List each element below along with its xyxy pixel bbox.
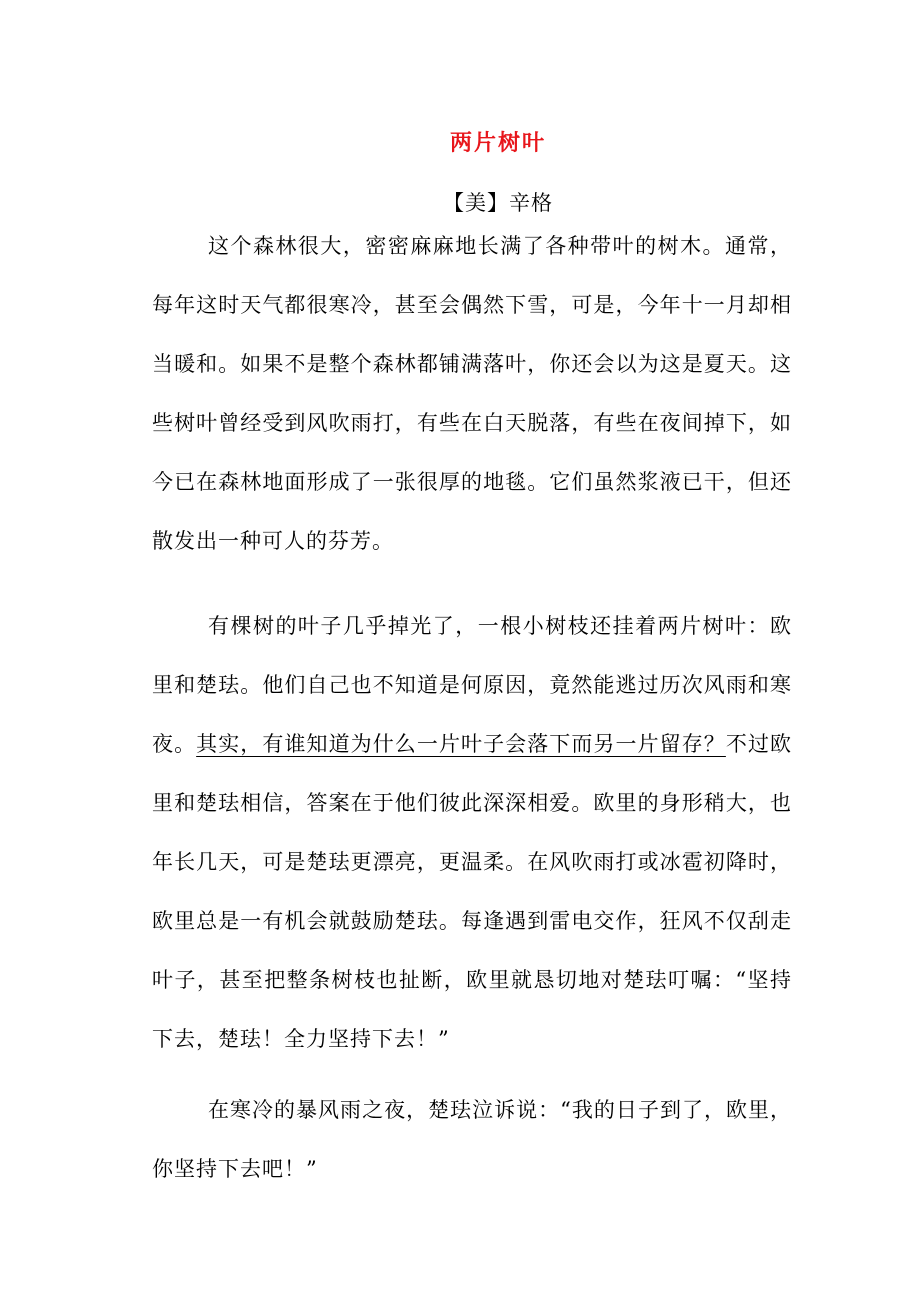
paragraph-2-text-before: 有棵树的叶子几乎掉光了，一根小树枝还挂着两片树叶：欧里和楚珐。他们自己也不知道是何原因，竟然能逃过历次风雨和寒夜。 (152, 614, 792, 756)
page-title: 两片树叶 (449, 130, 546, 156)
paragraph-2-underlined-text: 其实，有谁知道为什么一片叶子会落下而另一片留存？ (196, 732, 726, 756)
paragraph-1: 这个森林很大，密密麻麻地长满了各种带叶的树木。通常，每年这时天气都很寒冷，甚至会偶然下雪，可是，今年十一月却相当暖和。如果不是整个森林都铺满落叶，你还会以为这是夏天。这些树叶曾经受到风吹雨打，有些在白天脱落，有些在夜间掉下，如今已在森林地面形成了一张很厚的地毯。它们虽然浆液已干，但还散发出一种可人的芬芳。 (152, 234, 792, 553)
author-line: 【美】辛格 (443, 191, 553, 215)
paragraph-3: 在寒冷的暴风雨之夜，楚珐泣诉说：“我的日子到了，欧里，你坚持下去吧！” (152, 1098, 792, 1181)
paragraph-2-text-after: 不过欧里和楚珐相信，答案在于他们彼此深深相爱。欧里的身形稍大，也年长几天，可是楚珐更漂亮，更温柔。在风吹雨打或冰雹初降时，欧里总是一有机会就鼓励楚珐。每逢遇到雷电交作，狂风不仅刮走叶子，甚至把整条树枝也扯断，欧里就恳切地对楚珐叮嘱：“坚持下去，楚珐！全力坚持下去！” (152, 732, 793, 1051)
paragraph-2 (152, 597, 792, 1069)
